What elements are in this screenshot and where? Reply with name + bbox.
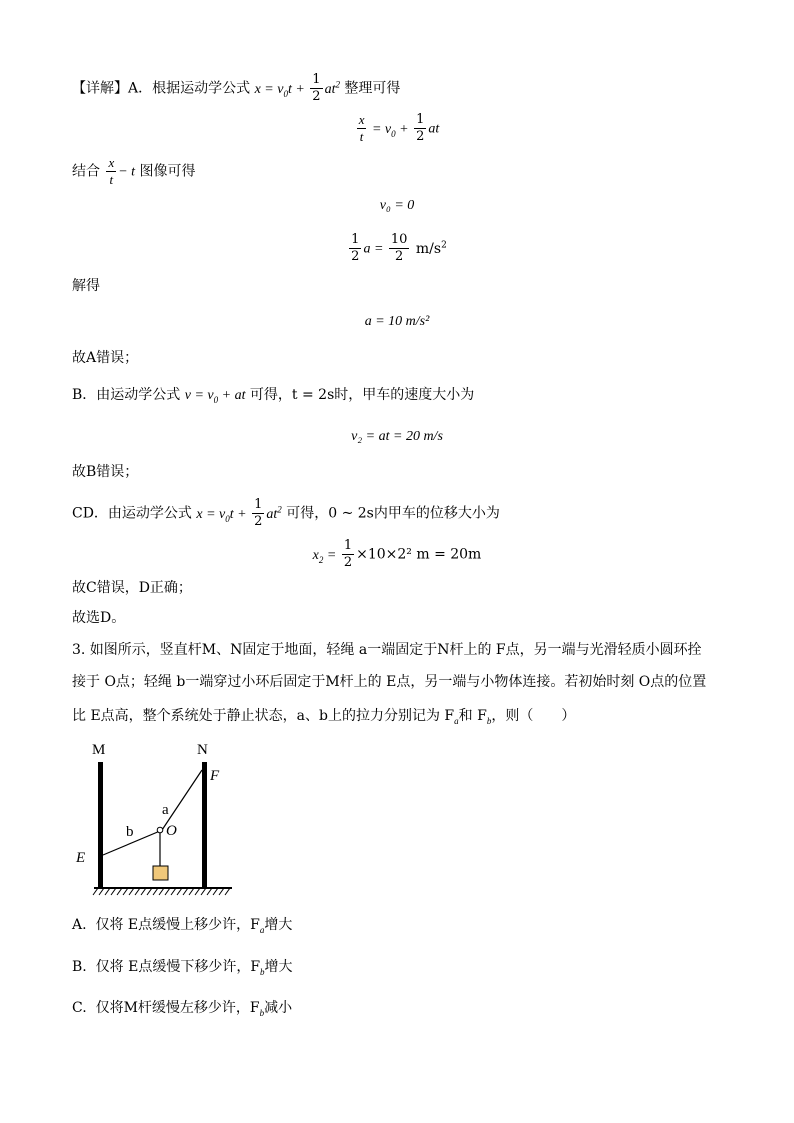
equation-x-over-t: $\frac{x}{t}$ = $v_0$ + $\frac{1}{2}$ at <box>358 112 440 144</box>
combine-tail: 图像可得 <box>139 163 196 180</box>
rope-a <box>162 770 202 830</box>
physics-diagram <box>72 738 252 898</box>
block <box>153 866 168 880</box>
label-O: O <box>166 823 177 839</box>
ground-hatch <box>93 888 230 895</box>
combine-text: 结合 <box>72 163 100 180</box>
question-line-2: 接于 O点；轻绳 b一端穿过小环后固定于M杆上的 E点，另一端与小物体连接。若初始时刻 O点的位置 <box>72 674 707 690</box>
combine-line: 结合 $\frac{x}{t}$ − t 图像可得 <box>72 155 196 187</box>
detail-intro-text: 【详解】A．根据运动学公式 <box>72 80 251 97</box>
equation-v0: v₀ = 0 <box>379 198 415 213</box>
label-M: M <box>92 742 106 758</box>
rod-M <box>98 762 103 888</box>
formula-x-v0t: $x = v_0t$ + <box>254 81 309 99</box>
cd-intro-line: CD．由运动学公式 $x = v_0t$ + $\frac{1}{2}$ $at^2$ 可得，0 ~ 2s内甲车的位移大小为 <box>72 497 500 529</box>
option-b[interactable]: B. 仅将 E点缓慢下移少许，$F_b$增大 <box>72 959 293 977</box>
option-c[interactable]: C. 仅将M杆缓慢左移少许，$F_b$减小 <box>72 1000 293 1018</box>
label-F: F <box>210 768 220 784</box>
a-wrong-text: 故A错误； <box>72 350 139 366</box>
equation-x2: $x_2$ = $\frac{1}{2}$ ×10×2² m = 20m <box>312 538 482 570</box>
detail-intro-line: 【详解】A．根据运动学公式 $x = v_0t$ + $\frac{1}{2}$ $at^2$ 整理可得 <box>72 72 401 104</box>
equation-a: a = 10 m/s² <box>364 314 430 329</box>
solve-text: 解得 <box>72 278 100 294</box>
equation-half-a: $\frac{1}{2}$ a = $\frac{10}{2}$ $m/s^2$ <box>351 232 447 264</box>
equation-v2: v₂ = at = 20 m/s <box>351 429 443 444</box>
option-a[interactable]: A. 仅将 E点缓慢上移少许，$F_a$增大 <box>72 917 293 935</box>
detail-intro-tail: 整理可得 <box>344 80 401 97</box>
label-N: N <box>197 742 208 758</box>
b-wrong-text: 故B错误； <box>72 464 139 480</box>
question-line-1: 3. 如图所示，竖直杆M、N固定于地面，轻绳 a一端固定于N杆上的 F点，另一端与光滑轻质小圆环拴 <box>72 642 702 658</box>
fraction-half: $\frac{1}{2}$ <box>312 72 321 104</box>
choose-text: 故选D。 <box>72 610 126 626</box>
ring-O <box>157 827 163 833</box>
question-line-3: 比 E点高，整个系统处于静止状态，a、b上的拉力分别记为 $F_a$和 $F_b$，则（ ） <box>72 708 576 726</box>
label-a: a <box>162 802 169 818</box>
label-b: b <box>126 824 134 840</box>
c-wrong-text: 故C错误，D正确； <box>72 580 192 596</box>
label-E: E <box>76 850 86 866</box>
rod-N <box>202 762 207 888</box>
b-intro-line: B．由运动学公式 $v = v_0$ + at 可得，t = 2s时，甲车的速度大小为 <box>72 387 475 405</box>
